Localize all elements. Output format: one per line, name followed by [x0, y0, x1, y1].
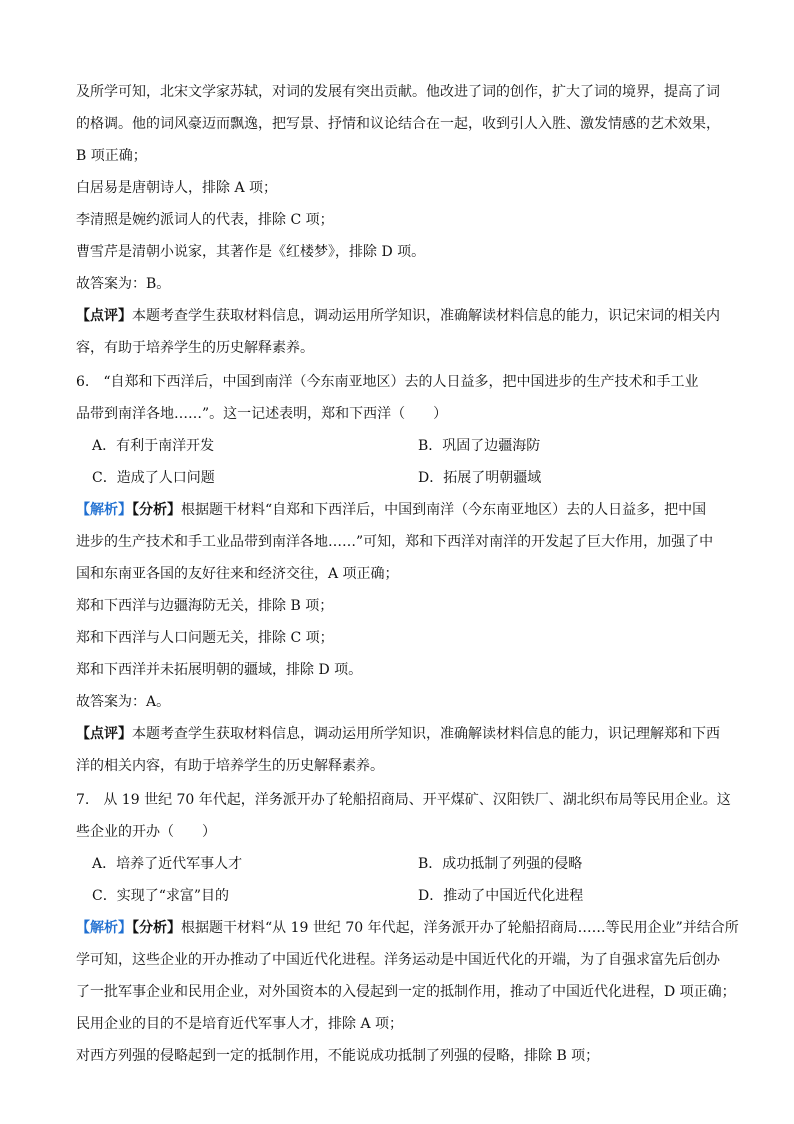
analysis-line: 学可知，这些企业的开办推动了中国近代化进程。洋务运动是中国近代化的开端，为了自强求富先后创办: [76, 952, 720, 968]
analysis-line: [76, 500, 746, 520]
analysis-line: 进步的生产技术和手工业品带到南洋各地……”可知，郑和下西洋对南洋的开发起了巨大作用，加强了中: [76, 534, 714, 550]
question-7-stem: 些企业的开办（ ）: [76, 824, 216, 840]
analysis-line: 民用企业的目的不是培育近代军事人才，排除 A 项；: [76, 1016, 404, 1032]
comment-line: [76, 724, 746, 744]
comment-line: [76, 306, 746, 326]
comment-text: 本题考查学生获取材料信息，调动运用所学知识，准确解读材料信息的能力，识记理解郑和下西: [132, 726, 720, 742]
fenxi-tag: 【分析】: [132, 920, 181, 936]
comment-text: 本题考查学生获取材料信息，调动运用所学知识，准确解读材料信息的能力，识记宋词的相关内: [132, 308, 720, 324]
question-7-option-a: A．培养了近代军事人才: [92, 856, 243, 872]
question-6-option-b: B．巩固了边疆海防: [418, 438, 541, 454]
analysis-line: 的格调。他的词风豪迈而飘逸，把写景、抒情和议论结合在一起，收到引人入胜、激发情感的艺术效果，: [76, 116, 720, 132]
question-6-option-a: A．有利于南洋开发: [92, 438, 215, 454]
question-6-option-c: C．造成了人口问题: [92, 470, 215, 486]
analysis-line: 曹雪芹是清朝小说家，其著作是《红楼梦》，排除 D 项。: [76, 244, 426, 260]
analysis-text: 根据题干材料“自郑和下西洋后，中国到南洋（今东南亚地区）去的人日益多，把中国: [181, 502, 707, 518]
comment-tag: 【点评】: [76, 726, 132, 742]
answer-line: 故答案为：B。: [76, 276, 171, 292]
analysis-text: 根据题干材料“从 19 世纪 70 年代起，洋务派开办了轮船招商局……等民用企业”并结合所: [181, 920, 739, 936]
question-7-option-b: B．成功抵制了列强的侵略: [418, 856, 583, 872]
analysis-line: 李清照是婉约派词人的代表，排除 C 项；: [76, 212, 334, 228]
analysis-line: 郑和下西洋与边疆海防无关，排除 B 项；: [76, 598, 334, 614]
fenxi-tag: 【分析】: [132, 502, 181, 518]
question-7-option-c: C．实现了“求富”目的: [92, 888, 230, 904]
answer-line: 故答案为：A。: [76, 694, 171, 710]
analysis-line: 对西方列强的侵略起到一定的抵制作用，不能说成功抵制了列强的侵略，排除 B 项；: [76, 1048, 600, 1064]
question-6-stem: 6. “自郑和下西洋后，中国到南洋（今东南亚地区）去的人日益多，把中国进步的生产技术和手工业: [76, 374, 699, 390]
analysis-line: 郑和下西洋与人口问题无关，排除 C 项；: [76, 630, 334, 646]
jiexi-tag: 【解析】: [76, 502, 132, 518]
analysis-line: 了一批军事企业和民用企业，对外国资本的入侵起到一定的抵制作用，推动了中国近代化进程，D 项正确；: [76, 984, 736, 1000]
comment-line: 洋的相关内容，有助于培养学生的历史解释素养。: [76, 758, 384, 774]
analysis-line: 及所学可知，北宋文学家苏轼，对词的发展有突出贡献。他改进了词的创作，扩大了词的境界，提高了词: [76, 84, 720, 100]
analysis-line: 白居易是唐朝诗人，排除 A 项；: [76, 180, 278, 196]
analysis-line: [76, 918, 746, 938]
question-6-stem: 品带到南洋各地……”。这一记述表明，郑和下西洋（ ）: [76, 406, 448, 422]
jiexi-tag: 【解析】: [76, 920, 132, 936]
question-7-option-d: D．推动了中国近代化进程: [418, 888, 584, 904]
comment-tag: 【点评】: [76, 308, 132, 324]
question-6-option-d: D．拓展了明朝疆域: [418, 470, 542, 486]
analysis-line: 郑和下西洋并未拓展明朝的疆域，排除 D 项。: [76, 662, 363, 678]
analysis-line: B 项正确；: [76, 148, 147, 164]
analysis-line: 国和东南亚各国的友好往来和经济交往，A 项正确；: [76, 566, 399, 582]
question-7-stem: 7. 从 19 世纪 70 年代起，洋务派开办了轮船招商局、开平煤矿、汉阳铁厂、湖北织布局等民用企业。这: [76, 792, 731, 808]
comment-line: 容，有助于培养学生的历史解释素养。: [76, 340, 314, 356]
